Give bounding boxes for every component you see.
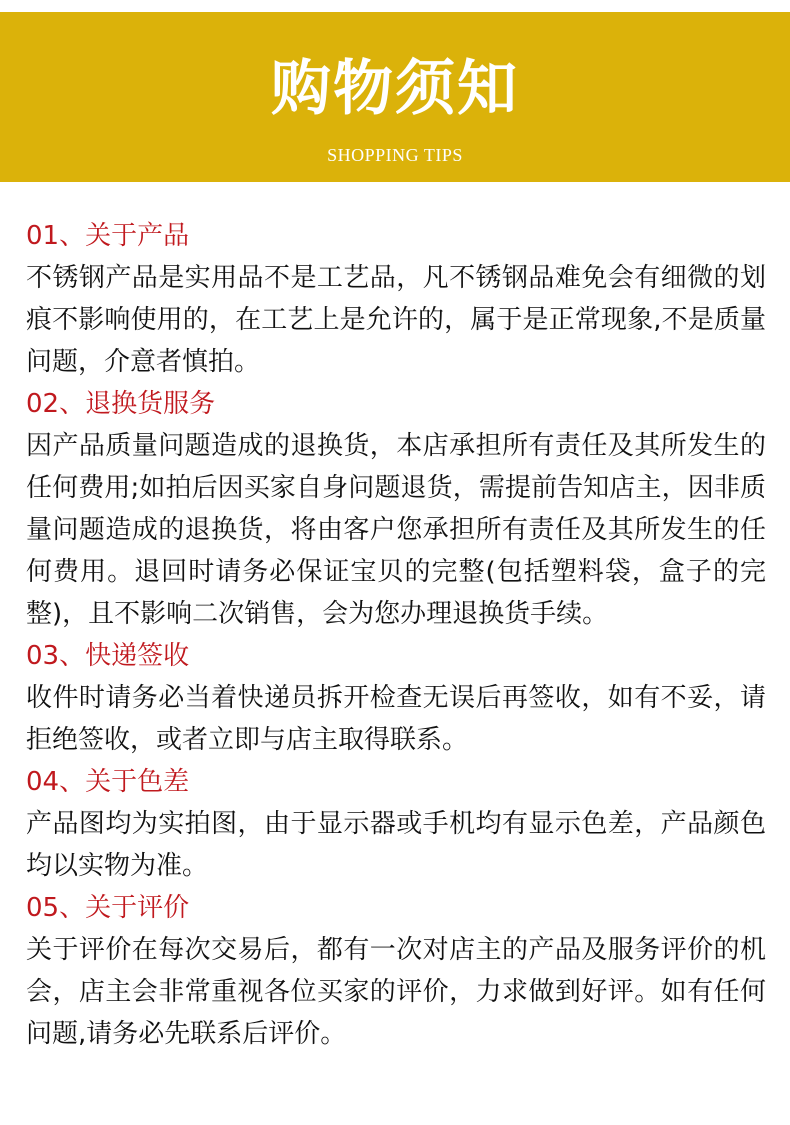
section-heading: 01、关于产品 (26, 221, 190, 251)
section-body: 产品图均为实拍图，由于显示器或手机均有显示色差，产品颜色均以实物为准。 (26, 809, 766, 881)
section-returns (26, 383, 766, 635)
section-heading: 05、关于评价 (26, 893, 190, 923)
page-title: 购物须知 (271, 54, 519, 124)
section-body: 不锈钢产品是实用品不是工艺品，凡不锈钢品难免会有细微的划痕不影响使用的，在工艺上是允许的，属于是正常现象,不是质量问题，介意者慎拍。 (26, 263, 766, 377)
section-heading: 02、退换货服务 (26, 389, 216, 419)
section-heading: 04、关于色差 (26, 767, 190, 797)
header-banner (0, 12, 790, 182)
section-body: 收件时请务必当着快递员拆开检查无误后再签收，如有不妥，请拒绝签收，或者立即与店主取得联系。 (26, 683, 766, 755)
section-reviews (26, 887, 766, 1055)
section-body: 关于评价在每次交易后，都有一次对店主的产品及服务评价的机会，店主会非常重视各位买家的评价，力求做到好评。如有任何问题,请务必先联系后评价。 (26, 935, 766, 1049)
tips-content (26, 215, 766, 1055)
page-subtitle: SHOPPING TIPS (327, 145, 463, 165)
section-about-product (26, 215, 766, 383)
section-delivery (26, 635, 766, 761)
section-color-difference (26, 761, 766, 887)
section-body: 因产品质量问题造成的退换货，本店承担所有责任及其所发生的任何费用;如拍后因买家自身问题退货，需提前告知店主，因非质量问题造成的退换货，将由客户您承担所有责任及其所发生的任何费用。退回时请务必保证宝贝的完整(包括塑料袋，盒子的完整)，且不影响二次销售，会为您办理退换货手续。 (26, 431, 766, 629)
section-heading: 03、快递签收 (26, 641, 190, 671)
